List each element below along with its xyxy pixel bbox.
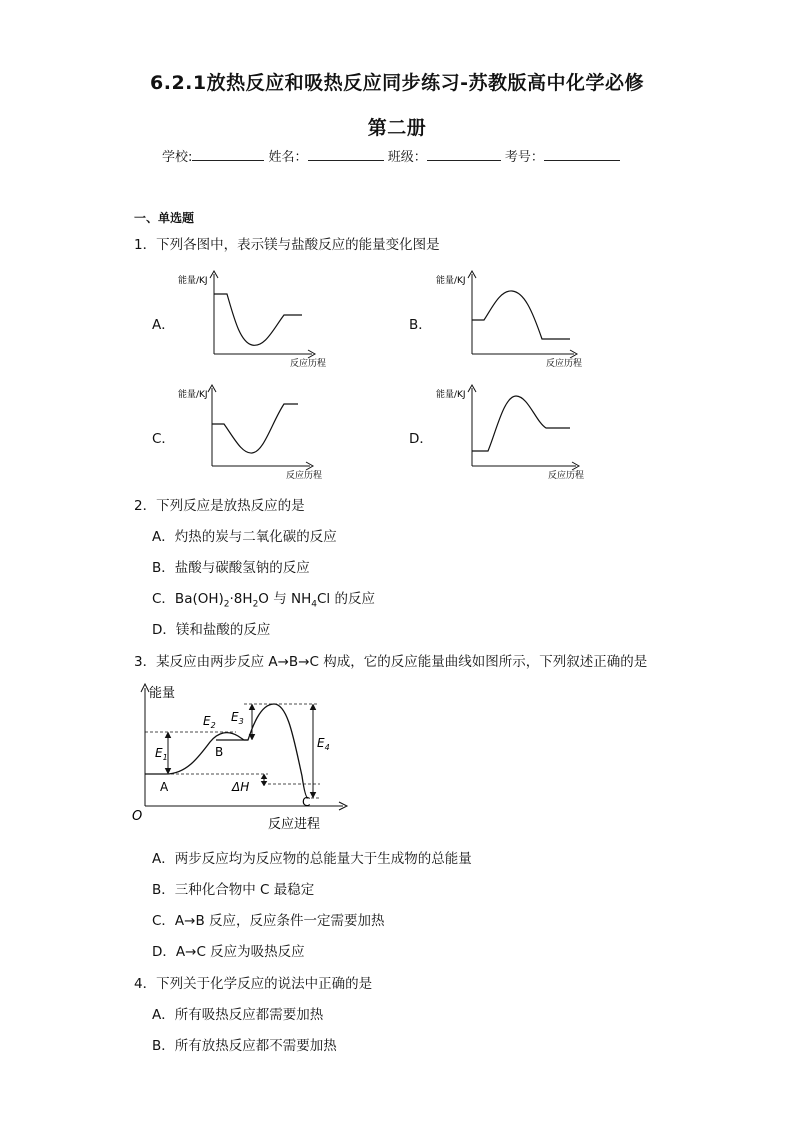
q1-option-d-label: D． <box>409 431 433 447</box>
q1-option-c-label: C． <box>152 431 175 447</box>
q3-e3-label: $E_3$ <box>231 710 244 726</box>
page-title-line2: 第二册 <box>367 117 427 139</box>
exam-no-blank[interactable] <box>544 148 620 161</box>
question-1-stem: 1．下列各图中，表示镁与盐酸反应的能量变化图是 <box>134 237 440 253</box>
question-2-stem: 2．下列反应是放热反应的是 <box>134 498 305 514</box>
q1-graph-b <box>432 268 602 372</box>
q1-option-b-label: B． <box>409 317 432 333</box>
q3-point-c: C <box>302 795 311 809</box>
q4-option-b[interactable]: B．所有放热反应都不需要加热 <box>152 1038 337 1054</box>
graph-c-curve <box>212 404 298 453</box>
q3-e4-label: $E_4$ <box>317 736 330 752</box>
q3-point-a: A <box>160 780 169 794</box>
graph-a-ylabel: 能量/KJ <box>178 276 208 286</box>
q3-e1-label: $E_1$ <box>155 746 168 762</box>
school-label: 学校: <box>162 150 193 165</box>
q1-option-a-label: A． <box>152 317 175 333</box>
graph-a-xlabel: 反应历程 <box>290 359 327 369</box>
q2-option-d[interactable]: D．镁和盐酸的反应 <box>152 622 271 638</box>
class-label: 班级： <box>387 150 427 165</box>
q2c-sub-1: 2 <box>223 599 230 610</box>
graph-c-ylabel: 能量/KJ <box>178 390 208 400</box>
q2c-text-4: Cl 的反应 <box>317 591 375 607</box>
q3-option-b[interactable]: B．三种化合物中 C 最稳定 <box>152 882 315 898</box>
graph-d-ylabel: 能量/KJ <box>436 390 466 400</box>
question-3-stem: 3．某反应由两步反应 A→B→C 构成，它的反应能量曲线如图所示，下列叙述正确的是 <box>134 654 648 670</box>
q3-option-a[interactable]: A．两步反应均为反应物的总能量大于生成物的总能量 <box>152 851 472 867</box>
q2c-text-3: O 与 NH <box>258 591 312 607</box>
graph-d-curve <box>472 396 570 451</box>
q2c-sub-2: 2 <box>252 599 259 610</box>
q3-x-axis-label: 反应进程 <box>268 817 321 832</box>
question-4-stem: 4．下列关于化学反应的说法中正确的是 <box>134 976 373 992</box>
q3-y-axis-label: 能量 <box>149 686 176 701</box>
school-blank[interactable] <box>192 148 264 161</box>
student-info-line <box>162 146 620 165</box>
name-blank[interactable] <box>308 148 384 161</box>
name-label: 姓名： <box>268 150 308 165</box>
q3-origin-label: O <box>132 809 143 824</box>
q3-energy-diagram <box>128 680 358 832</box>
q4-option-a[interactable]: A．所有吸热反应都需要加热 <box>152 1007 324 1023</box>
page-title: 6.2.1放热反应和吸热反应同步练习-苏教版高中化学必修 <box>150 72 644 94</box>
q2-option-c[interactable] <box>152 587 375 610</box>
q3-option-d[interactable]: D．A→C 反应为吸热反应 <box>152 944 305 960</box>
q2-option-a[interactable]: A．灼热的炭与二氧化碳的反应 <box>152 529 337 545</box>
q1-graph-a <box>172 268 342 372</box>
q1-graph-c <box>172 382 342 486</box>
section-header: 一、单选题 <box>134 211 195 225</box>
q2-option-b[interactable]: B．盐酸与碳酸氢钠的反应 <box>152 560 310 576</box>
graph-b-curve <box>472 291 570 339</box>
graph-c-xlabel: 反应历程 <box>286 471 323 481</box>
q3-option-c[interactable]: C．A→B 反应，反应条件一定需要加热 <box>152 913 385 929</box>
class-blank[interactable] <box>427 148 501 161</box>
q1-graph-d <box>432 382 602 486</box>
q2c-text-2: ·8H <box>229 591 253 607</box>
q3-e2-label: $E_2$ <box>203 714 216 730</box>
q3-dh-label: ΔH <box>232 780 250 794</box>
graph-b-ylabel: 能量/KJ <box>436 276 466 286</box>
exam-no-label: 考号： <box>504 150 544 165</box>
q3-point-b: B <box>215 745 224 759</box>
q2c-sub-3: 4 <box>311 599 317 610</box>
graph-a-curve <box>214 294 302 345</box>
graph-d-xlabel: 反应历程 <box>548 471 585 481</box>
graph-b-xlabel: 反应历程 <box>546 359 583 369</box>
q2c-text-1: C．Ba(OH) <box>152 591 224 607</box>
